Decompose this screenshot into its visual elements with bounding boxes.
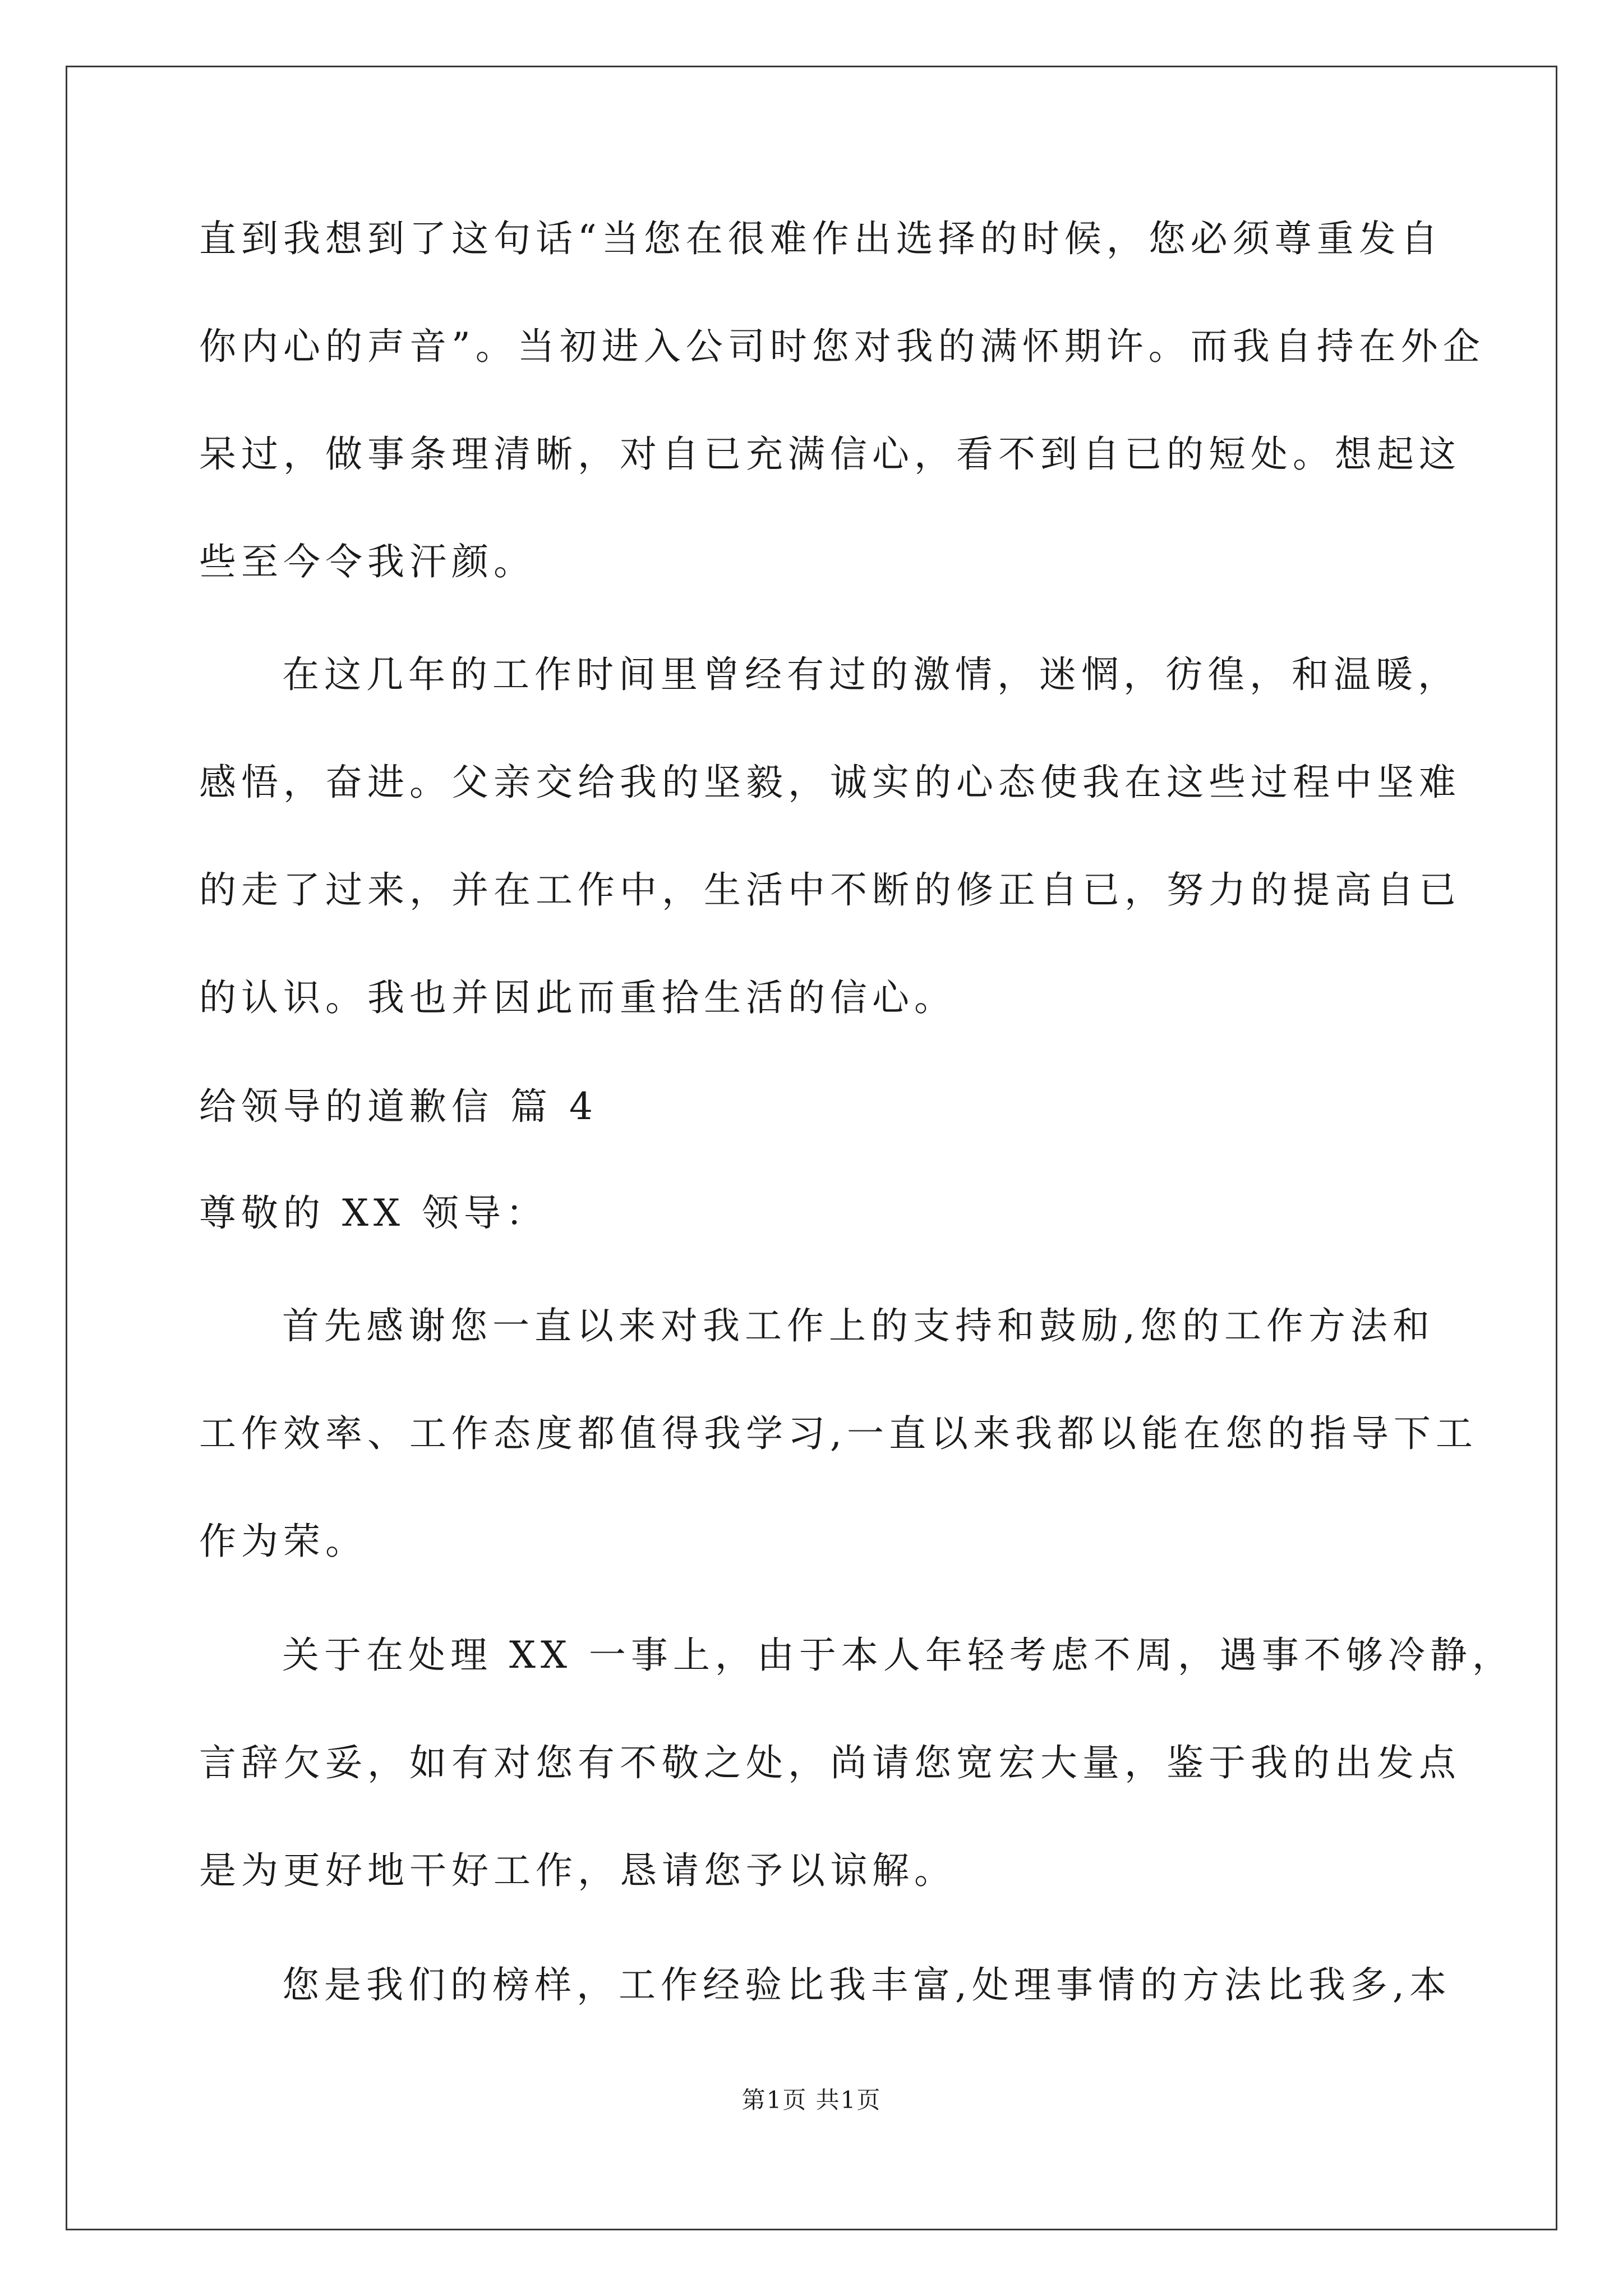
- paragraph-line: 首先感谢您一直以来对我工作上的支持和鼓励,您的工作方法和: [282, 1304, 1435, 1347]
- paragraph-line: 些至今令我汗颜。: [199, 540, 536, 583]
- section-heading: 给领导的道歉信 篇 4: [199, 1085, 598, 1128]
- paragraph-line: 关于在处理 XX 一事上，由于本人年轻考虑不周，遇事不够冷静，: [282, 1634, 1514, 1677]
- paragraph-line: 您是我们的榜样，工作经验比我丰富,处理事情的方法比我多,本: [282, 1963, 1451, 2007]
- page-number: 第1页 共1页: [741, 2086, 882, 2114]
- paragraph-line: 感悟，奋进。父亲交给我的坚毅，诚实的心态使我在这些过程中坚难: [199, 761, 1461, 804]
- paragraph-line: 你内心的声音”。当初进入公司时您对我的满怀期许。而我自持在外企: [199, 325, 1485, 368]
- salutation: 尊敬的 XX 领导：: [199, 1191, 548, 1235]
- paragraph-line: 的认识。我也并因此而重拾生活的信心。: [199, 976, 956, 1019]
- paragraph-line: 工作效率、工作态度都值得我学习,一直以来我都以能在您的指导下工: [199, 1412, 1478, 1455]
- paragraph-line: 直到我想到了这句话“当您在很难作出选择的时候，您必须尊重发自: [199, 217, 1443, 260]
- paragraph-line: 呆过，做事条理清晰，对自已充满信心，看不到自已的短处。想起这: [199, 432, 1461, 476]
- page-border: [66, 66, 1557, 2230]
- paragraph-line: 是为更好地干好工作，恳请您予以谅解。: [199, 1849, 956, 1892]
- paragraph-line: 言辞欠妥，如有对您有不敬之处，尚请您宽宏大量，鉴于我的出发点: [199, 1741, 1461, 1784]
- paragraph-line: 的走了过来，并在工作中，生活中不断的修正自已，努力的提高自已: [199, 868, 1461, 912]
- paragraph-line: 在这几年的工作时间里曾经有过的激情，迷惘，彷徨，和温暖，: [282, 653, 1460, 696]
- paragraph-line: 作为荣。: [199, 1520, 367, 1563]
